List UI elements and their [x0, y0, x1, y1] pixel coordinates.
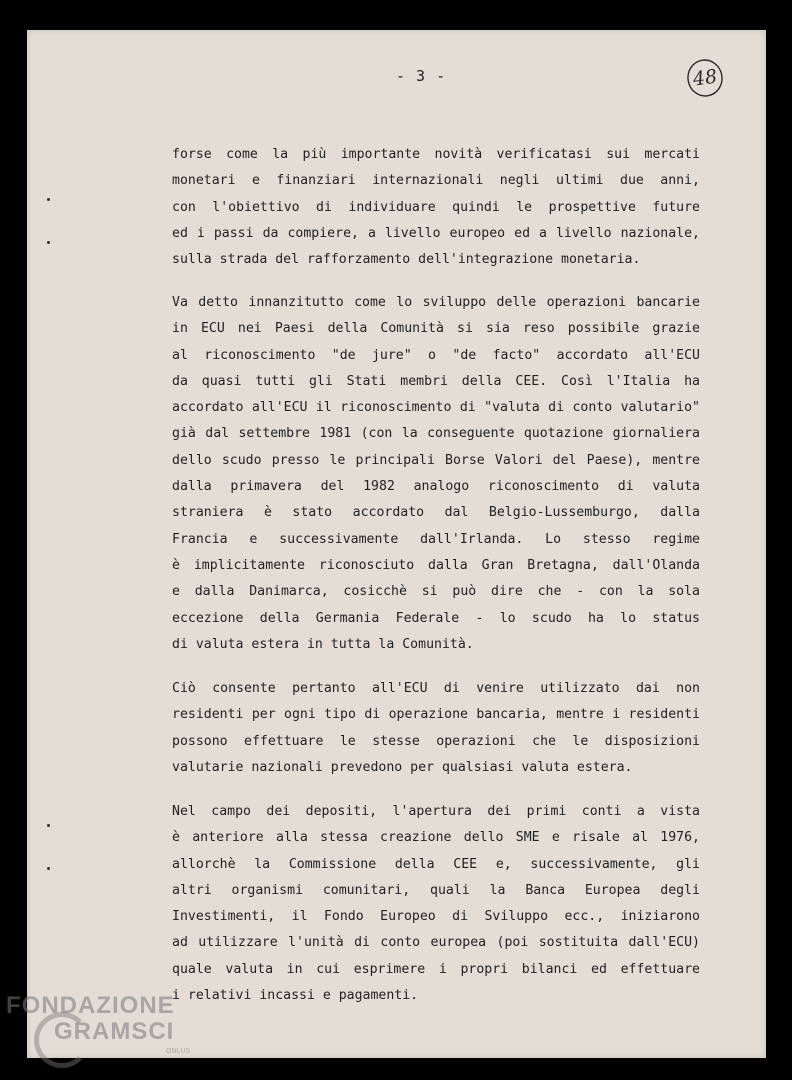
text-line: Ciò consente pertanto all'ECU di venire utilizzato dai non — [172, 681, 700, 696]
text-line: già dal settembre 1981 (con la conseguente quotazione giornaliera — [172, 426, 700, 442]
folio-number: 48 — [691, 65, 719, 91]
text-line: e dalla Danimarca, cosicchè si può dire che - con la sola — [172, 584, 700, 600]
text-line: Francia e successivamente dall'Irlanda. Lo stesso regime — [172, 531, 700, 547]
text-line: eccezione della Germania Federale - lo scudo ha lo status — [172, 610, 700, 626]
text-line: Va detto innanzitutto come lo sviluppo delle operazioni bancarie — [172, 295, 700, 310]
paragraph-4 — [172, 799, 700, 1009]
text-line: straniera è stato accordato dal Belgio-Lussemburgo, dalla — [172, 505, 700, 521]
watermark-line2: GRAMSCI — [54, 1018, 175, 1045]
text-line: con l'obiettivo di individuare quindi le prospettive future — [172, 199, 700, 215]
watermark-small: ONLUS — [166, 1048, 191, 1055]
fondazione-gramsci-watermark — [6, 992, 206, 1072]
text-line: in ECU nei Paesi della Comunità si sia reso possibile grazie — [172, 321, 700, 337]
text-line: possono effettuare le stesse operazioni che le disposizioni — [172, 733, 700, 749]
text-line: è anteriore alla stessa creazione dello SME e risale al 1976, — [172, 830, 700, 846]
paragraph-2 — [172, 290, 700, 658]
text-line: forse come la più importante novità verificatasi sui mercati — [172, 147, 700, 162]
text-line: è implicitamente riconosciuto dalla Gran Bretagna, dall'Olanda — [172, 557, 700, 573]
text-line: da quasi tutti gli Stati membri della CEE. Così l'Italia ha — [172, 373, 700, 389]
text-line: altri organismi comunitari, quali la Banca Europea degli — [172, 882, 700, 898]
paragraph-3 — [172, 676, 700, 781]
text-line: dalla primavera del 1982 analogo riconoscimento di valuta — [172, 479, 700, 495]
text-line: ed i passi da compiere, a livello europeo ed a livello nazionale, — [172, 225, 700, 241]
text-line: valutarie nazionali prevedono per qualsiasi valuta estera. — [172, 759, 633, 775]
paragraph-1 — [172, 142, 700, 273]
text-line: Nel campo dei depositi, l'apertura dei primi conti a vista — [172, 804, 700, 819]
margin-dot — [47, 867, 50, 870]
folio-stamp — [686, 58, 724, 98]
text-line: allorchè la Commissione della CEE e, successivamente, gli — [172, 856, 700, 872]
text-line: residenti per ogni tipo di operazione bancaria, mentre i residenti — [172, 707, 700, 723]
watermark-line1: FONDAZIONE — [6, 992, 175, 1019]
text-line: accordato all'ECU il riconoscimento di "valuta di conto valutario" — [172, 400, 700, 416]
text-line: ad utilizzare l'unità di conto europea (poi sostituita dall'ECU) — [172, 935, 700, 951]
text-line: di valuta estera in tutta la Comunità. — [172, 636, 474, 652]
text-line: i relativi incassi e pagamenti. — [172, 988, 419, 1004]
page-number: - 3 - — [396, 67, 447, 85]
text-line: dello scudo presso le principali Borse Valori del Paese), mentre — [172, 452, 700, 468]
text-line: sulla strada del rafforzamento dell'integrazione monetaria. — [172, 252, 641, 268]
margin-dot — [47, 198, 50, 201]
margin-dot — [47, 824, 50, 827]
text-line: al riconoscimento "de jure" o "de facto" accordato all'ECU — [172, 347, 700, 363]
margin-dot — [47, 241, 50, 244]
text-line: quale valuta in cui esprimere i propri bilanci ed effettuare — [172, 961, 700, 977]
text-line: Investimenti, il Fondo Europeo di Sviluppo ecc., iniziarono — [172, 909, 700, 925]
text-line: monetari e finanziari internazionali negli ultimi due anni, — [172, 173, 700, 189]
